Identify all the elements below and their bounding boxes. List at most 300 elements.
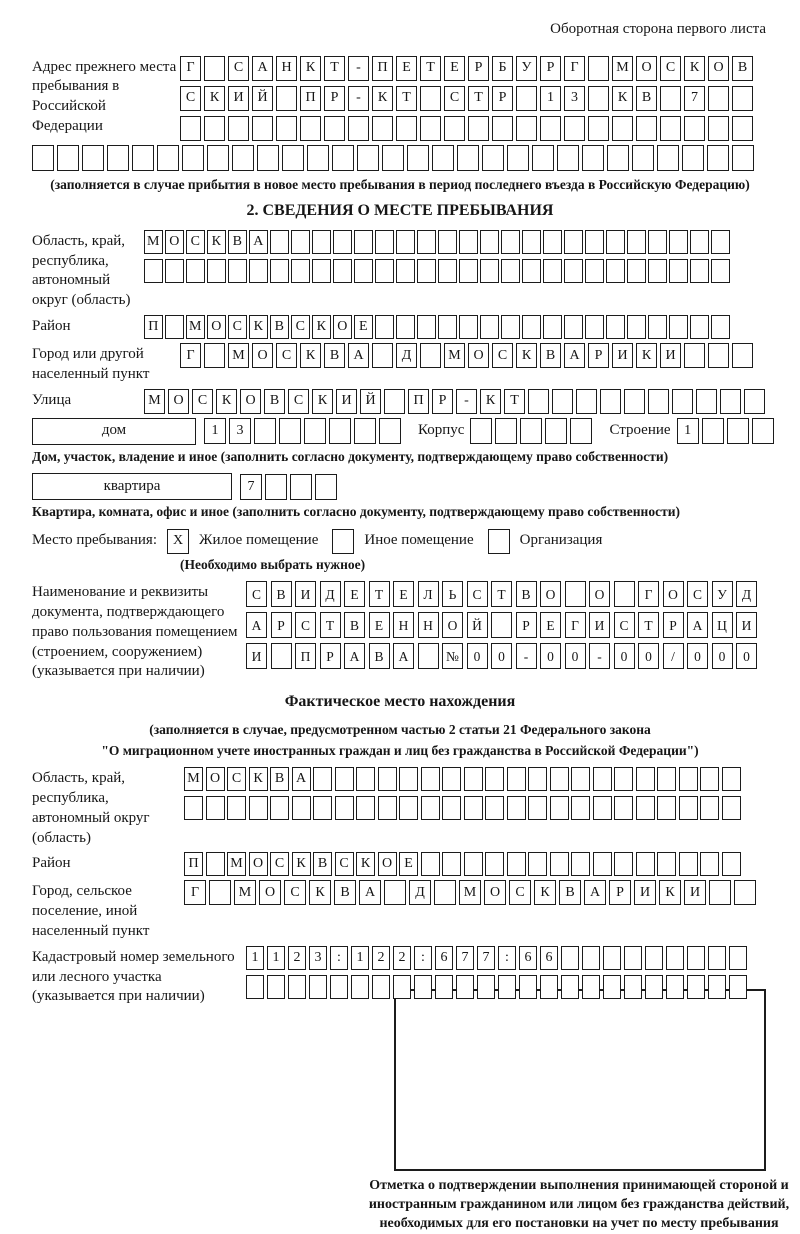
char-cell[interactable]: Р: [320, 643, 341, 669]
char-cell[interactable]: [382, 145, 404, 171]
char-cell[interactable]: [399, 796, 418, 820]
char-cell[interactable]: [507, 796, 526, 820]
char-cell[interactable]: С: [227, 767, 246, 791]
char-cell[interactable]: [501, 315, 520, 339]
char-cell[interactable]: С: [228, 315, 247, 339]
char-cell[interactable]: [354, 230, 373, 254]
char-cell[interactable]: [570, 418, 592, 444]
char-cell[interactable]: Н: [276, 56, 297, 81]
char-cell[interactable]: [332, 145, 354, 171]
char-cell[interactable]: Г: [638, 581, 659, 607]
char-cell[interactable]: Г: [565, 612, 586, 638]
char-cell[interactable]: [313, 796, 332, 820]
char-cell[interactable]: [492, 116, 513, 141]
char-cell[interactable]: Г: [180, 56, 201, 81]
char-cell[interactable]: Е: [354, 315, 373, 339]
char-cell[interactable]: [393, 975, 411, 999]
char-cell[interactable]: [582, 946, 600, 970]
char-cell[interactable]: [720, 389, 741, 414]
char-cell[interactable]: [696, 389, 717, 414]
char-cell[interactable]: И: [660, 343, 681, 368]
char-cell[interactable]: [485, 852, 504, 876]
char-cell[interactable]: О: [540, 581, 561, 607]
char-cell[interactable]: [540, 116, 561, 141]
char-cell[interactable]: [571, 852, 590, 876]
char-cell[interactable]: [495, 418, 517, 444]
char-cell[interactable]: [207, 259, 226, 283]
char-cell[interactable]: [561, 946, 579, 970]
char-cell[interactable]: [480, 315, 499, 339]
char-cell[interactable]: [442, 767, 461, 791]
char-cell[interactable]: -: [348, 86, 369, 111]
char-cell[interactable]: И: [634, 880, 656, 905]
char-cell[interactable]: О: [663, 581, 684, 607]
char-cell[interactable]: [690, 259, 709, 283]
char-cell[interactable]: [679, 767, 698, 791]
char-cell[interactable]: И: [228, 86, 249, 111]
char-cell[interactable]: [702, 418, 724, 444]
char-cell[interactable]: [228, 259, 247, 283]
char-cell[interactable]: С: [660, 56, 681, 81]
char-cell[interactable]: [711, 315, 730, 339]
char-cell[interactable]: [648, 389, 669, 414]
char-cell[interactable]: 3: [229, 418, 251, 444]
char-cell[interactable]: [246, 975, 264, 999]
char-cell[interactable]: [543, 259, 562, 283]
char-cell[interactable]: [722, 796, 741, 820]
char-cell[interactable]: А: [292, 767, 311, 791]
char-cell[interactable]: К: [612, 86, 633, 111]
char-cell[interactable]: [588, 116, 609, 141]
char-cell[interactable]: [550, 796, 569, 820]
char-cell[interactable]: В: [270, 315, 289, 339]
char-cell[interactable]: М: [228, 343, 249, 368]
char-cell[interactable]: П: [144, 315, 163, 339]
char-cell[interactable]: М: [184, 767, 203, 791]
char-cell[interactable]: [507, 145, 529, 171]
char-cell[interactable]: [414, 975, 432, 999]
char-cell[interactable]: С: [291, 315, 310, 339]
char-cell[interactable]: И: [246, 643, 267, 669]
char-cell[interactable]: В: [334, 880, 356, 905]
char-cell[interactable]: [684, 116, 705, 141]
char-cell[interactable]: [576, 389, 597, 414]
char-cell[interactable]: [417, 315, 436, 339]
char-cell[interactable]: [627, 230, 646, 254]
char-cell[interactable]: [679, 796, 698, 820]
char-cell[interactable]: [107, 145, 129, 171]
char-cell[interactable]: В: [732, 56, 753, 81]
char-cell[interactable]: С: [295, 612, 316, 638]
char-cell[interactable]: [418, 643, 439, 669]
char-cell[interactable]: 2: [393, 946, 411, 970]
char-cell[interactable]: [333, 230, 352, 254]
char-cell[interactable]: В: [271, 581, 292, 607]
char-cell[interactable]: [582, 145, 604, 171]
char-cell[interactable]: А: [246, 612, 267, 638]
char-cell[interactable]: [421, 852, 440, 876]
char-cell[interactable]: В: [559, 880, 581, 905]
char-cell[interactable]: [684, 343, 705, 368]
char-cell[interactable]: [232, 145, 254, 171]
char-cell[interactable]: [396, 259, 415, 283]
char-cell[interactable]: [396, 315, 415, 339]
char-cell[interactable]: М: [144, 389, 165, 414]
char-cell[interactable]: [335, 767, 354, 791]
char-cell[interactable]: [270, 259, 289, 283]
char-cell[interactable]: П: [295, 643, 316, 669]
char-cell[interactable]: -: [348, 56, 369, 81]
char-cell[interactable]: [384, 389, 405, 414]
char-cell[interactable]: А: [359, 880, 381, 905]
char-cell[interactable]: :: [330, 946, 348, 970]
char-cell[interactable]: Г: [184, 880, 206, 905]
char-cell[interactable]: Д: [409, 880, 431, 905]
char-cell[interactable]: Р: [271, 612, 292, 638]
char-cell[interactable]: [399, 767, 418, 791]
char-cell[interactable]: [464, 796, 483, 820]
char-cell[interactable]: [186, 259, 205, 283]
char-cell[interactable]: 7: [684, 86, 705, 111]
char-cell[interactable]: [132, 145, 154, 171]
char-cell[interactable]: [722, 852, 741, 876]
char-cell[interactable]: [209, 880, 231, 905]
char-cell[interactable]: [690, 230, 709, 254]
char-cell[interactable]: [550, 767, 569, 791]
char-cell[interactable]: К: [372, 86, 393, 111]
char-cell[interactable]: [480, 230, 499, 254]
char-cell[interactable]: [459, 259, 478, 283]
checkbox-inoe[interactable]: [332, 529, 354, 554]
char-cell[interactable]: [396, 116, 417, 141]
char-cell[interactable]: [516, 86, 537, 111]
char-cell[interactable]: В: [369, 643, 390, 669]
char-cell[interactable]: С: [186, 230, 205, 254]
char-cell[interactable]: [417, 230, 436, 254]
char-cell[interactable]: 0: [491, 643, 512, 669]
char-cell[interactable]: [32, 145, 54, 171]
char-cell[interactable]: [528, 389, 549, 414]
char-cell[interactable]: [438, 315, 457, 339]
char-cell[interactable]: М: [459, 880, 481, 905]
char-cell[interactable]: О: [333, 315, 352, 339]
char-cell[interactable]: И: [295, 581, 316, 607]
char-cell[interactable]: 7: [477, 946, 495, 970]
char-cell[interactable]: [522, 230, 541, 254]
char-cell[interactable]: В: [540, 343, 561, 368]
char-cell[interactable]: [564, 315, 583, 339]
char-cell[interactable]: [384, 880, 406, 905]
char-cell[interactable]: [144, 259, 163, 283]
char-cell[interactable]: [528, 796, 547, 820]
char-cell[interactable]: -: [516, 643, 537, 669]
char-cell[interactable]: [276, 116, 297, 141]
char-cell[interactable]: О: [468, 343, 489, 368]
char-cell[interactable]: [442, 796, 461, 820]
char-cell[interactable]: О: [442, 612, 463, 638]
char-cell[interactable]: Д: [396, 343, 417, 368]
char-cell[interactable]: М: [144, 230, 163, 254]
char-cell[interactable]: С: [276, 343, 297, 368]
char-cell[interactable]: [627, 315, 646, 339]
char-cell[interactable]: 1: [267, 946, 285, 970]
char-cell[interactable]: У: [712, 581, 733, 607]
char-cell[interactable]: [660, 86, 681, 111]
char-cell[interactable]: [593, 767, 612, 791]
char-cell[interactable]: О: [708, 56, 729, 81]
char-cell[interactable]: П: [408, 389, 429, 414]
char-cell[interactable]: 6: [435, 946, 453, 970]
char-cell[interactable]: [372, 116, 393, 141]
char-cell[interactable]: [335, 796, 354, 820]
char-cell[interactable]: [312, 230, 331, 254]
char-cell[interactable]: Г: [564, 56, 585, 81]
char-cell[interactable]: Р: [492, 86, 513, 111]
char-cell[interactable]: [459, 315, 478, 339]
char-cell[interactable]: К: [216, 389, 237, 414]
char-cell[interactable]: С: [509, 880, 531, 905]
char-cell[interactable]: [564, 116, 585, 141]
char-cell[interactable]: [588, 56, 609, 81]
char-cell[interactable]: [565, 581, 586, 607]
char-cell[interactable]: [491, 612, 512, 638]
char-cell[interactable]: И: [336, 389, 357, 414]
char-cell[interactable]: Р: [609, 880, 631, 905]
char-cell[interactable]: [420, 343, 441, 368]
char-cell[interactable]: [657, 852, 676, 876]
char-cell[interactable]: [180, 116, 201, 141]
char-cell[interactable]: [464, 767, 483, 791]
char-cell[interactable]: К: [659, 880, 681, 905]
char-cell[interactable]: [532, 145, 554, 171]
char-cell[interactable]: [624, 389, 645, 414]
char-cell[interactable]: [375, 315, 394, 339]
char-cell[interactable]: [582, 975, 600, 999]
char-cell[interactable]: [501, 230, 520, 254]
char-cell[interactable]: [300, 116, 321, 141]
char-cell[interactable]: [507, 852, 526, 876]
char-cell[interactable]: [396, 230, 415, 254]
char-cell[interactable]: [304, 418, 326, 444]
char-cell[interactable]: 2: [288, 946, 306, 970]
char-cell[interactable]: 7: [240, 474, 262, 500]
char-cell[interactable]: [228, 116, 249, 141]
char-cell[interactable]: [257, 145, 279, 171]
char-cell[interactable]: Р: [588, 343, 609, 368]
char-cell[interactable]: 1: [677, 418, 699, 444]
char-cell[interactable]: К: [204, 86, 225, 111]
char-cell[interactable]: А: [249, 230, 268, 254]
char-cell[interactable]: [645, 975, 663, 999]
char-cell[interactable]: О: [252, 343, 273, 368]
char-cell[interactable]: С: [180, 86, 201, 111]
char-cell[interactable]: 3: [564, 86, 585, 111]
char-cell[interactable]: В: [264, 389, 285, 414]
char-cell[interactable]: [498, 975, 516, 999]
char-cell[interactable]: А: [687, 612, 708, 638]
char-cell[interactable]: [456, 975, 474, 999]
char-cell[interactable]: И: [589, 612, 610, 638]
char-cell[interactable]: [669, 230, 688, 254]
char-cell[interactable]: [480, 259, 499, 283]
char-cell[interactable]: [378, 767, 397, 791]
char-cell[interactable]: М: [444, 343, 465, 368]
char-cell[interactable]: [729, 946, 747, 970]
char-cell[interactable]: 0: [736, 643, 757, 669]
char-cell[interactable]: [434, 880, 456, 905]
char-cell[interactable]: [444, 116, 465, 141]
char-cell[interactable]: [600, 389, 621, 414]
char-cell[interactable]: [265, 474, 287, 500]
char-cell[interactable]: [271, 643, 292, 669]
char-cell[interactable]: [606, 315, 625, 339]
char-cell[interactable]: [357, 145, 379, 171]
char-cell[interactable]: [557, 145, 579, 171]
char-cell[interactable]: О: [240, 389, 261, 414]
char-cell[interactable]: [442, 852, 461, 876]
char-cell[interactable]: П: [300, 86, 321, 111]
char-cell[interactable]: Е: [393, 581, 414, 607]
char-cell[interactable]: О: [168, 389, 189, 414]
char-cell[interactable]: [330, 975, 348, 999]
char-cell[interactable]: [732, 343, 753, 368]
char-cell[interactable]: [700, 852, 719, 876]
char-cell[interactable]: В: [344, 612, 365, 638]
char-cell[interactable]: [606, 259, 625, 283]
char-cell[interactable]: 3: [309, 946, 327, 970]
char-cell[interactable]: [690, 315, 709, 339]
char-cell[interactable]: [708, 975, 726, 999]
char-cell[interactable]: В: [636, 86, 657, 111]
char-cell[interactable]: [657, 796, 676, 820]
char-cell[interactable]: [438, 230, 457, 254]
char-cell[interactable]: [290, 474, 312, 500]
char-cell[interactable]: М: [234, 880, 256, 905]
char-cell[interactable]: [614, 767, 633, 791]
char-cell[interactable]: В: [324, 343, 345, 368]
char-cell[interactable]: О: [206, 767, 225, 791]
char-cell[interactable]: [722, 767, 741, 791]
char-cell[interactable]: Й: [252, 86, 273, 111]
char-cell[interactable]: [57, 145, 79, 171]
char-cell[interactable]: [585, 259, 604, 283]
char-cell[interactable]: [708, 116, 729, 141]
char-cell[interactable]: Т: [369, 581, 390, 607]
char-cell[interactable]: [204, 116, 225, 141]
char-cell[interactable]: [457, 145, 479, 171]
char-cell[interactable]: [636, 116, 657, 141]
char-cell[interactable]: [438, 259, 457, 283]
char-cell[interactable]: О: [484, 880, 506, 905]
char-cell[interactable]: [270, 796, 289, 820]
char-cell[interactable]: [607, 145, 629, 171]
char-cell[interactable]: [307, 145, 329, 171]
char-cell[interactable]: А: [344, 643, 365, 669]
char-cell[interactable]: [682, 145, 704, 171]
char-cell[interactable]: [206, 796, 225, 820]
char-cell[interactable]: К: [249, 315, 268, 339]
char-cell[interactable]: [432, 145, 454, 171]
char-cell[interactable]: К: [534, 880, 556, 905]
char-cell[interactable]: [543, 315, 562, 339]
char-cell[interactable]: [184, 796, 203, 820]
char-cell[interactable]: [679, 852, 698, 876]
char-cell[interactable]: Т: [420, 56, 441, 81]
char-cell[interactable]: [666, 946, 684, 970]
char-cell[interactable]: Е: [369, 612, 390, 638]
char-cell[interactable]: О: [636, 56, 657, 81]
char-cell[interactable]: [744, 389, 765, 414]
char-cell[interactable]: [519, 975, 537, 999]
char-cell[interactable]: Р: [516, 612, 537, 638]
char-cell[interactable]: 7: [456, 946, 474, 970]
char-cell[interactable]: [528, 767, 547, 791]
char-cell[interactable]: [420, 86, 441, 111]
char-cell[interactable]: [354, 259, 373, 283]
char-cell[interactable]: №: [442, 643, 463, 669]
char-cell[interactable]: А: [584, 880, 606, 905]
char-cell[interactable]: М: [186, 315, 205, 339]
char-cell[interactable]: [687, 975, 705, 999]
char-cell[interactable]: [729, 975, 747, 999]
char-cell[interactable]: К: [636, 343, 657, 368]
char-cell[interactable]: [708, 86, 729, 111]
char-cell[interactable]: [752, 418, 774, 444]
char-cell[interactable]: [588, 86, 609, 111]
char-cell[interactable]: [709, 880, 731, 905]
char-cell[interactable]: 0: [712, 643, 733, 669]
char-cell[interactable]: [700, 767, 719, 791]
char-cell[interactable]: Т: [638, 612, 659, 638]
char-cell[interactable]: [421, 796, 440, 820]
char-cell[interactable]: [552, 389, 573, 414]
char-cell[interactable]: [669, 259, 688, 283]
char-cell[interactable]: [292, 796, 311, 820]
char-cell[interactable]: [204, 56, 225, 81]
char-cell[interactable]: С: [467, 581, 488, 607]
char-cell[interactable]: [708, 946, 726, 970]
char-cell[interactable]: У: [516, 56, 537, 81]
char-cell[interactable]: К: [300, 56, 321, 81]
char-cell[interactable]: [727, 418, 749, 444]
char-cell[interactable]: [593, 852, 612, 876]
char-cell[interactable]: [660, 116, 681, 141]
char-cell[interactable]: Т: [324, 56, 345, 81]
char-cell[interactable]: [267, 975, 285, 999]
char-cell[interactable]: [528, 852, 547, 876]
char-cell[interactable]: О: [249, 852, 268, 876]
char-cell[interactable]: 0: [467, 643, 488, 669]
char-cell[interactable]: [372, 343, 393, 368]
char-cell[interactable]: -: [589, 643, 610, 669]
char-cell[interactable]: [711, 230, 730, 254]
char-cell[interactable]: [333, 259, 352, 283]
char-cell[interactable]: [276, 86, 297, 111]
char-cell[interactable]: Р: [432, 389, 453, 414]
char-cell[interactable]: [501, 259, 520, 283]
char-cell[interactable]: С: [687, 581, 708, 607]
char-cell[interactable]: 0: [687, 643, 708, 669]
char-cell[interactable]: С: [246, 581, 267, 607]
char-cell[interactable]: Т: [468, 86, 489, 111]
char-cell[interactable]: О: [165, 230, 184, 254]
char-cell[interactable]: Т: [320, 612, 341, 638]
char-cell[interactable]: [700, 796, 719, 820]
char-cell[interactable]: Д: [736, 581, 757, 607]
char-cell[interactable]: [420, 116, 441, 141]
char-cell[interactable]: Г: [180, 343, 201, 368]
char-cell[interactable]: [564, 259, 583, 283]
